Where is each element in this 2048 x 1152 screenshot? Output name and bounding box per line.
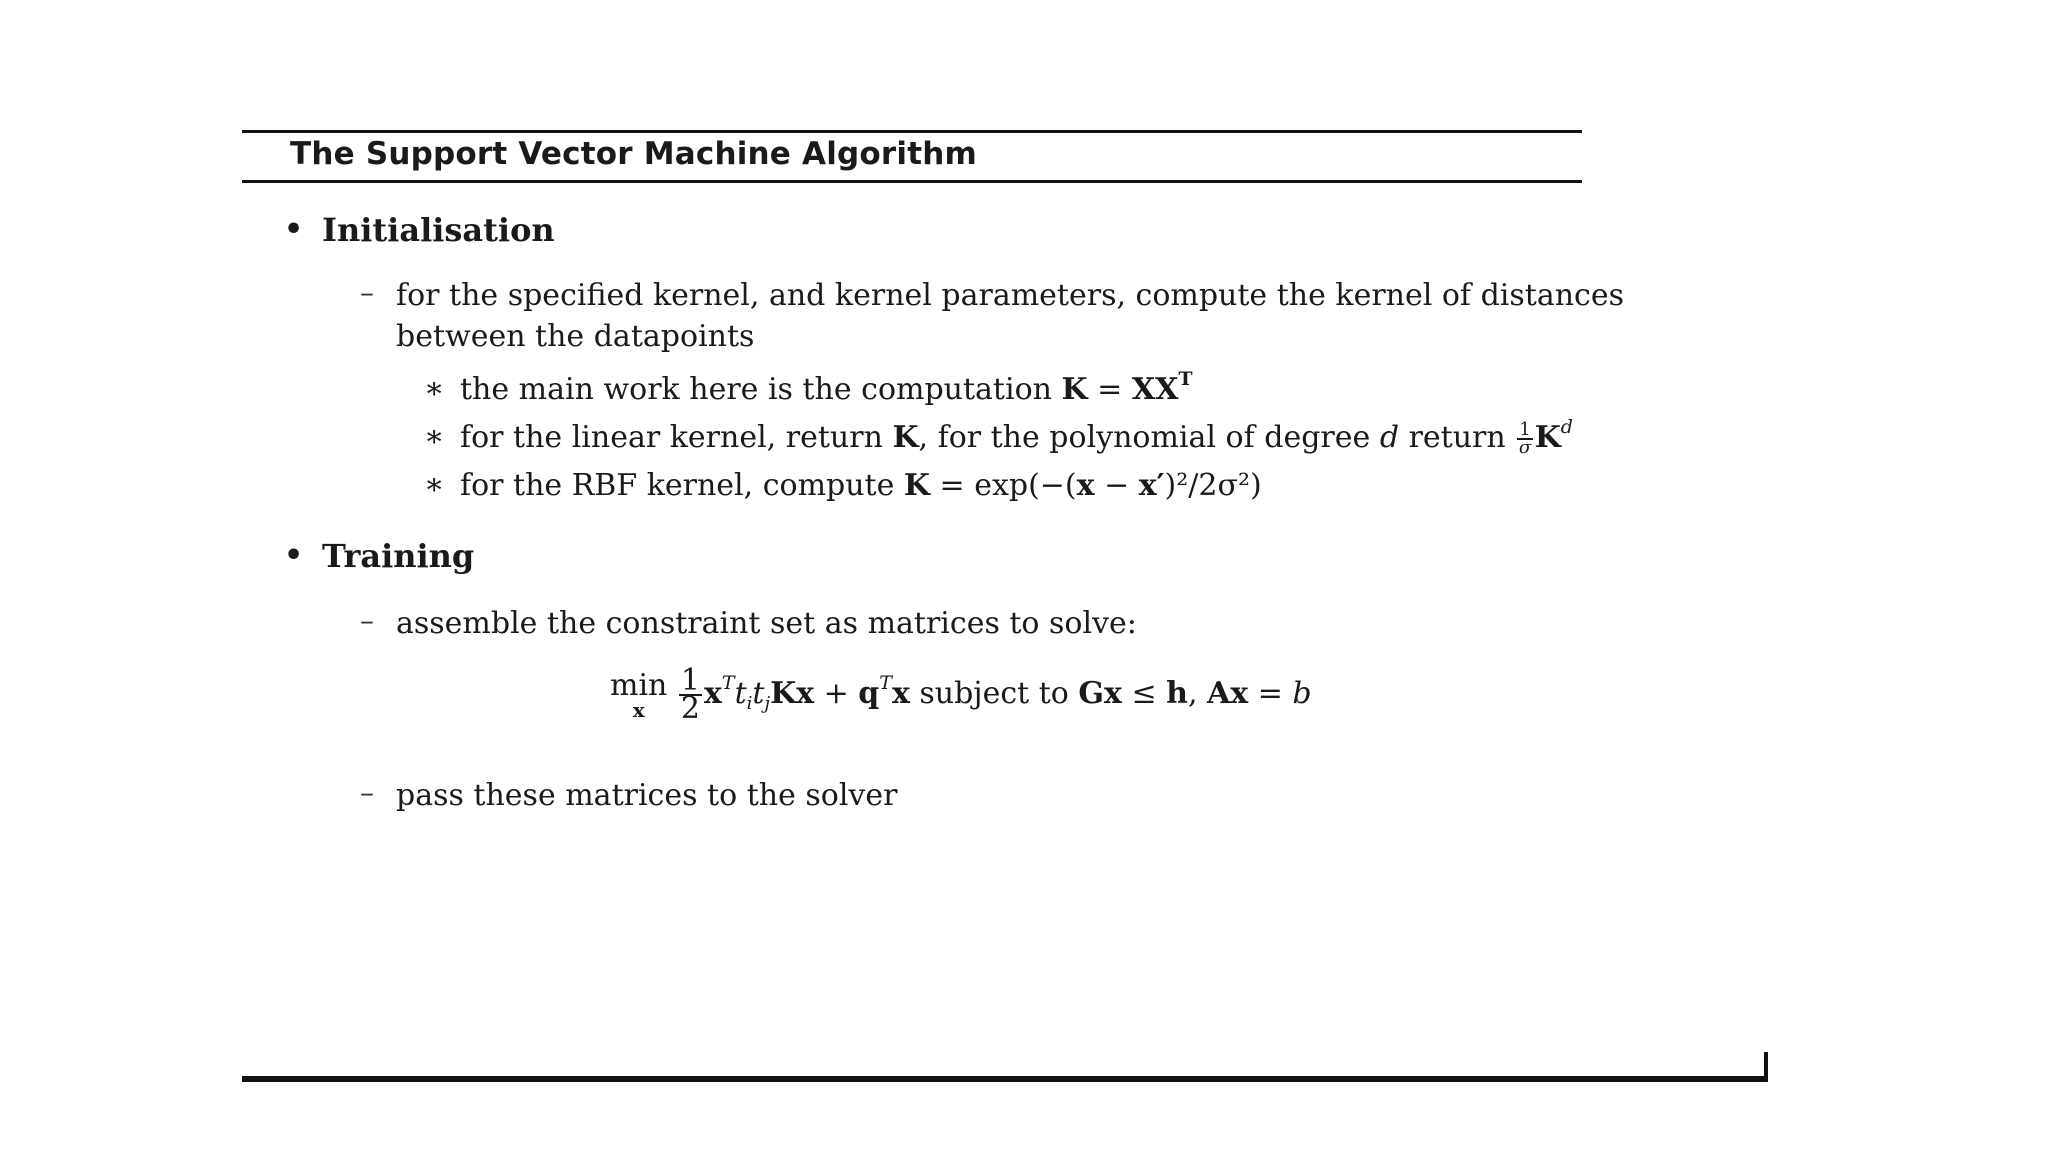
math-K: K: [903, 468, 930, 503]
bullet-icon: •: [284, 212, 304, 247]
section-heading-initialisation: Initialisation: [322, 211, 555, 249]
frac-denominator: 2: [680, 691, 701, 726]
frac-numerator: 1: [680, 663, 701, 698]
star-icon: ∗: [424, 371, 445, 406]
math-Gx: Gx: [1078, 676, 1122, 711]
training-item-pass: pass these matrices to the solver: [396, 778, 898, 813]
star-icon: ∗: [424, 467, 445, 502]
min-subscript: x: [632, 698, 645, 722]
math-transpose: T: [1178, 368, 1193, 390]
bullet-icon: •: [284, 538, 304, 573]
subitem-text: for the linear kernel, return: [460, 420, 883, 455]
math-transpose: T: [721, 672, 735, 694]
math-equals: =: [1248, 676, 1293, 711]
math-K: K: [1534, 420, 1561, 455]
math-Kx: Kx: [770, 676, 815, 711]
training-item-assemble: assemble the constraint set as matrices to solve:: [396, 606, 1137, 641]
subitem-linear-kernel: [460, 418, 1573, 458]
math-q: q: [858, 676, 880, 711]
dash-icon: –: [360, 604, 374, 637]
top-rule: [242, 130, 1582, 133]
math-x-prime: x′: [1138, 468, 1165, 503]
math-power-d: d: [1560, 416, 1573, 438]
min-text: min: [610, 668, 668, 703]
math-h: h: [1166, 676, 1188, 711]
dash-icon: –: [360, 276, 374, 309]
bottom-rule-tick: [1764, 1052, 1768, 1082]
init-item-line1: for the specified kernel, and kernel parameters, compute the kernel of distances: [396, 278, 1624, 313]
subitem-main-work: [460, 370, 1193, 410]
frac-denominator: σ: [1518, 437, 1532, 458]
math-K: K: [1061, 372, 1088, 407]
math-K: K: [892, 420, 919, 455]
math-minus: −: [1094, 468, 1139, 503]
math-leq: ≤: [1121, 676, 1167, 711]
math-x: x: [1076, 468, 1095, 503]
subitem-text-3: return: [1408, 420, 1506, 455]
math-XX: XX: [1131, 372, 1179, 407]
subitem-rbf-kernel: [460, 466, 1262, 506]
math-sub-i: i: [746, 693, 753, 714]
init-item-line2: between the datapoints: [396, 319, 755, 354]
star-icon: ∗: [424, 419, 445, 454]
math-sub-j: j: [764, 693, 771, 714]
math-transpose: T: [879, 672, 892, 694]
bottom-rule: [242, 1076, 1768, 1082]
math-t: t: [734, 676, 747, 711]
math-plus: +: [814, 676, 859, 711]
math-degree-d: d: [1379, 420, 1400, 455]
math-comma: ,: [1187, 676, 1208, 711]
dash-icon: –: [360, 776, 374, 809]
math-min-operator: [610, 668, 668, 722]
math-eq: =: [1087, 372, 1132, 407]
math-subject-to: subject to: [909, 676, 1079, 711]
frac-numerator: 1: [1519, 419, 1531, 440]
math-Ax: Ax: [1207, 676, 1249, 711]
math-x: x: [891, 676, 910, 711]
math-x: x: [704, 676, 722, 711]
optimization-equation: [610, 664, 1312, 724]
math-t: t: [752, 676, 765, 711]
subitem-text: for the RBF kernel, compute: [460, 468, 895, 503]
subitem-text-2: , for the polynomial of degree: [918, 420, 1371, 455]
math-exp: = exp(−(: [939, 468, 1077, 503]
math-b: b: [1292, 676, 1312, 711]
math-fraction-half: [679, 663, 702, 726]
header-rule: [242, 180, 1582, 183]
subitem-text: the main work here is the computation: [460, 372, 1052, 407]
math-rbf-tail: )²/2σ²): [1164, 468, 1262, 503]
section-heading-training: Training: [322, 537, 475, 575]
math-fraction-one-over-sigma: [1517, 419, 1532, 458]
page-title: The Support Vector Machine Algorithm: [290, 136, 978, 172]
